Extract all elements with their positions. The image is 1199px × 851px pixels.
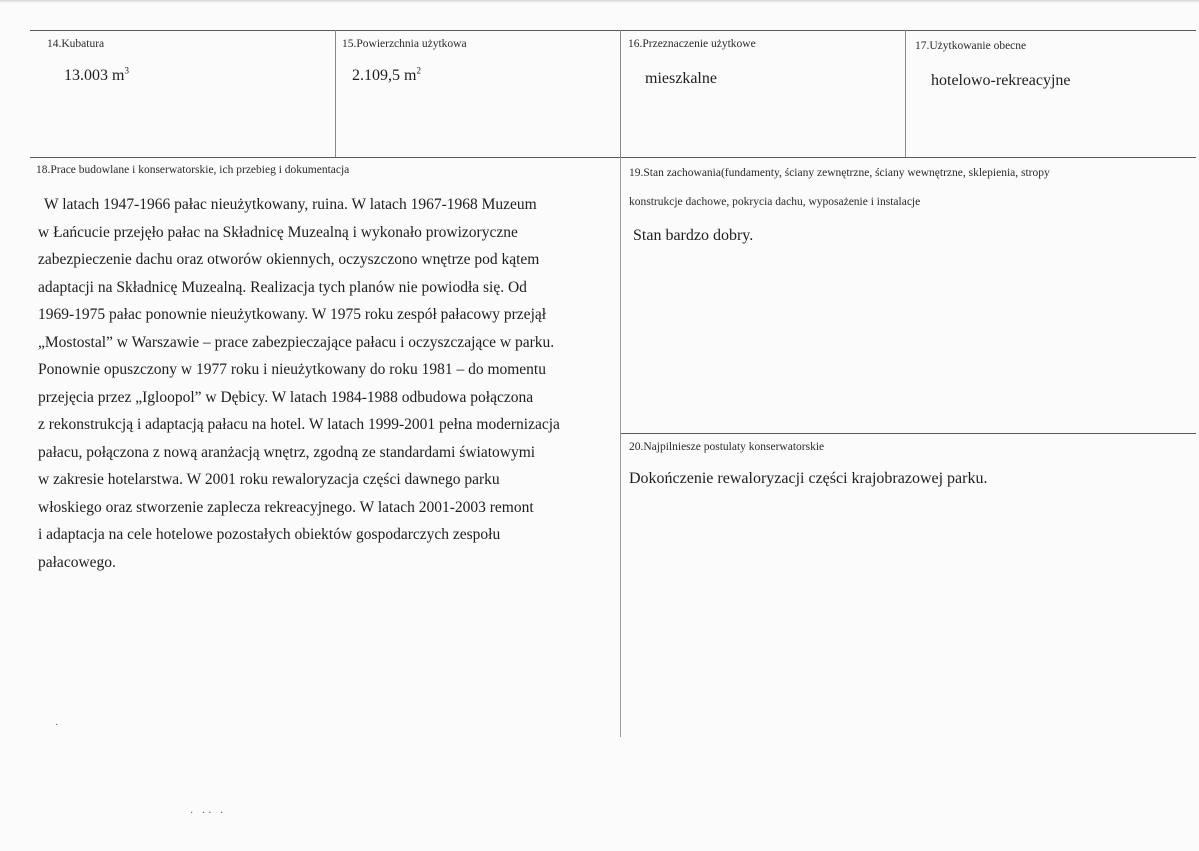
- field-17-value: hotelowo-rekreacyjne: [931, 72, 1071, 89]
- field-18-line: adaptacji na Składnicę Muzealną. Realizacja tych planów nie powiodła się. Od: [38, 278, 527, 296]
- scan-edge: [0, 0, 1199, 3]
- field-18-label: 18.Prace budowlane i konserwatorskie, ich przebieg i dokumentacja: [36, 164, 350, 176]
- field-17-label: 17.Użytkowanie obecne: [915, 40, 1027, 52]
- field-15-label: 15.Powierzchnia użytkowa: [342, 38, 467, 50]
- field-18-line: zabezpieczenie dachu oraz otworów okiennych, oczyszczono wnętrze pod kątem: [38, 251, 540, 268]
- field-14-unit-exponent: 3: [124, 65, 129, 76]
- field-14-number: 13.003 m: [64, 67, 125, 84]
- field-15-value: [352, 67, 421, 85]
- field-14-label: 14.Kubatura: [47, 38, 105, 50]
- field-15-unit-exponent: 2: [416, 65, 421, 76]
- col-divider-2: [620, 30, 621, 157]
- field-19-value: Stan bardzo dobry.: [633, 227, 754, 244]
- field-18-line: pałacowego.: [38, 553, 116, 571]
- field-18-line: 1969-1975 pałac ponownie nieużytkowany. W 1975 roku zespół pałacowy przejął: [38, 306, 547, 323]
- scan-speck: · ·· ·: [190, 808, 227, 819]
- field-18-line: Ponownie opuszczony w 1977 roku i nieużytkowany do roku 1981 – do momentu: [38, 361, 546, 378]
- field-16-value: mieszkalne: [645, 70, 717, 87]
- field-18-line: pałacu, połączona z nową aranżacją wnętrz, zgodną ze standardami światowymi: [38, 443, 536, 461]
- field-19-label-line-1: 19.Stan zachowania(fundamenty, ściany zewnętrzne, ściany wewnętrzne, sklepienia, stropy: [629, 167, 1050, 179]
- col-divider-main: [620, 157, 621, 737]
- field-18-line: i adaptacja na cele hotelowe pozostałych obiektów gospodarczych zespołu: [38, 526, 501, 543]
- field-16-label: 16.Przeznaczenie użytkowe: [628, 38, 756, 50]
- field-20-value: Dokończenie rewaloryzacji części krajobrazowej parku.: [629, 470, 988, 487]
- field-18-text: [38, 191, 618, 576]
- right-column-divider: [620, 433, 1196, 434]
- top-border: [30, 30, 1196, 31]
- field-19-label-line-2: konstrukcje dachowe, pokrycia dachu, wyposażenie i instalacje: [629, 196, 921, 208]
- field-18-line: włoskiego oraz stworzenie zaplecza rekreacyjnego. W latach 2001-2003 remont: [38, 498, 534, 516]
- row-divider: [30, 157, 1196, 158]
- field-15-number: 2.109,5 m: [352, 67, 417, 84]
- field-18-line: w Łańcucie przejęło pałac na Składnicę Muzealną i wykonało prowizoryczne: [38, 223, 518, 241]
- field-18-line: przejęcia przez „Igloopol” w Dębicy. W latach 1984-1988 odbudowa połączona: [38, 388, 534, 406]
- field-20-label: 20.Najpilniesze postulaty konserwatorskie: [629, 441, 825, 453]
- field-18-line: w zakresie hotelarstwa. W 2001 roku rewaloryzacja części dawnego parku: [38, 471, 500, 488]
- field-18-line: „Mostostal” w Warszawie – prace zabezpieczające pałacu i oczyszczające w parku.: [38, 333, 555, 351]
- field-14-value: [64, 67, 129, 85]
- field-18-line: W latach 1947-1966 pałac nieużytkowany, ruina. W latach 1967-1968 Muzeum: [44, 196, 537, 213]
- col-divider-1: [335, 30, 336, 157]
- col-divider-3: [905, 30, 906, 157]
- scan-speck: ·: [55, 720, 59, 731]
- field-18-line: z rekonstrukcją i adaptacją pałacu na hotel. W latach 1999-2001 pełna modernizacja: [38, 416, 560, 433]
